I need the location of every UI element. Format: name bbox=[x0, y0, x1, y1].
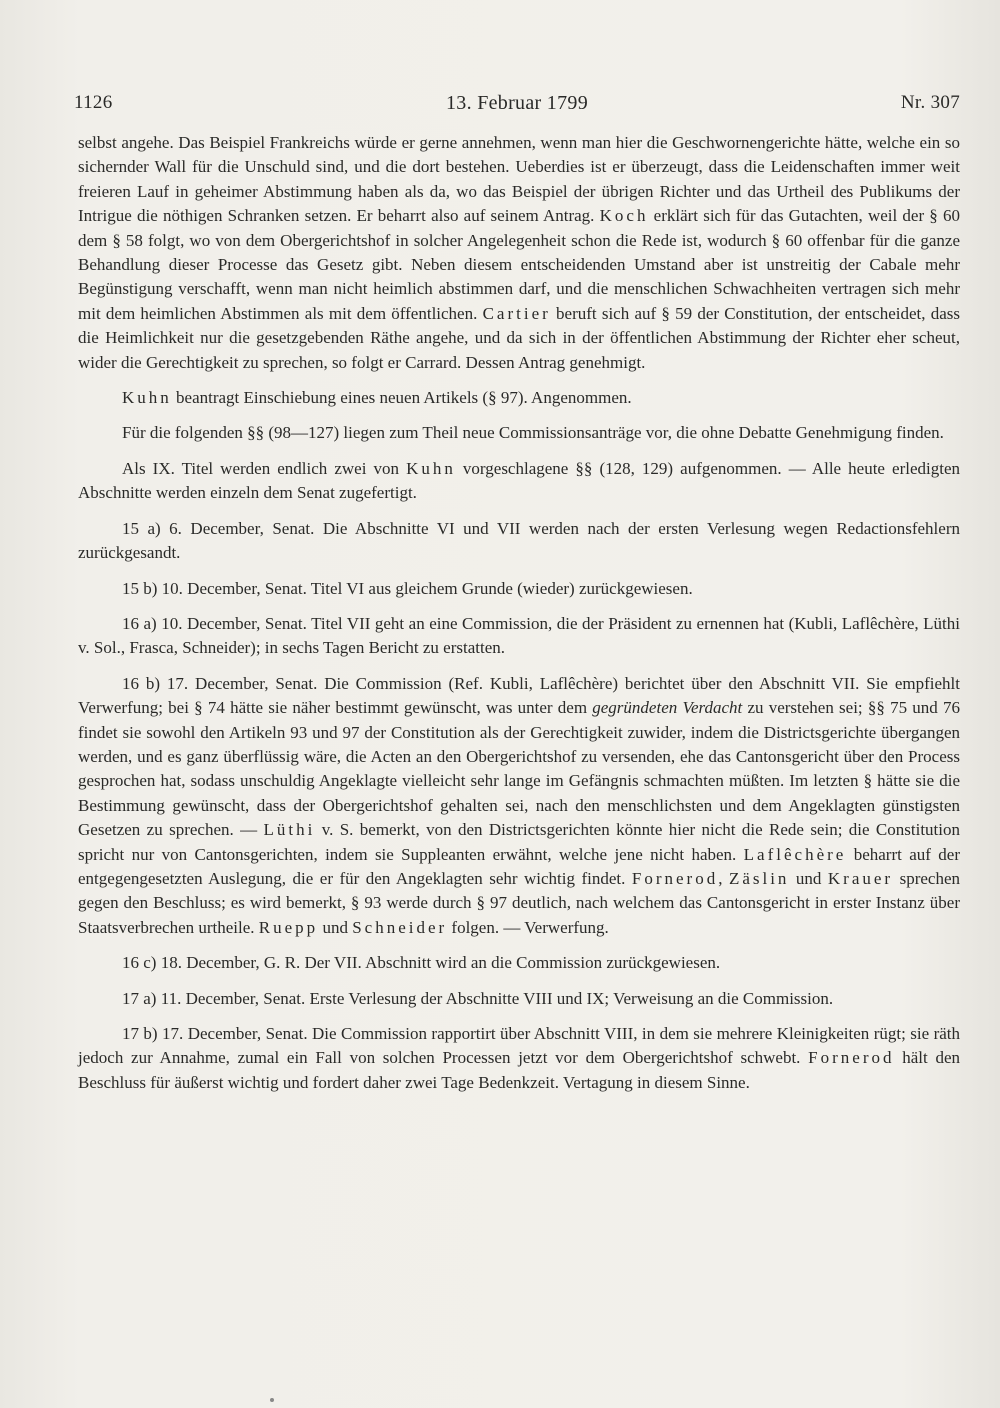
spaced-name: Lüthi bbox=[263, 820, 316, 840]
text-run: beantragt Einschiebung eines neuen Artikels (§ 97). Angenommen. bbox=[171, 388, 632, 408]
text-run: hält den Beschluss für äußerst wichtig und fordert daher zwei Tage Bedenkzeit. Vertagung in diesem Sinne. bbox=[78, 1048, 960, 1092]
spaced-name: Krauer bbox=[827, 868, 894, 888]
spaced-name: Laflêchère bbox=[743, 844, 847, 864]
paragraph bbox=[78, 421, 960, 445]
text-run: und bbox=[318, 917, 353, 937]
text-run: Für die folgenden §§ (98—127) liegen zum Theil neue Commissionsanträge vor, die ohne Debatte Genehmigung finden. bbox=[122, 423, 944, 443]
spaced-name: Kuhn bbox=[122, 388, 172, 408]
text-run: und bbox=[789, 868, 828, 888]
text-run: 17 b) 17. December, Senat. Die Commission rapportirt über Abschnitt VIII, in dem sie mehrere Kleinigkeiten rügt; sie räth jedoch zur Annahme, zumal ein Fall von solchen Processen jetzt vor dem Obergerichtshof schwebt. bbox=[78, 1024, 960, 1068]
paragraph bbox=[78, 131, 960, 375]
scan-speck bbox=[270, 1398, 274, 1402]
text-run: 16 c) 18. December, G. R. Der VII. Abschnitt wird an die Commission zurückgewiesen. bbox=[122, 953, 721, 973]
document-number: Nr. 307 bbox=[900, 92, 960, 113]
text-run: folgen. — Verwerfung. bbox=[447, 917, 609, 937]
paragraph bbox=[78, 672, 960, 940]
text-run: vorgeschlagene §§ (128, 129) aufgenommen. — Alle heute erledigten Abschnitte werden einzeln dem Senat zugefertigt. bbox=[78, 458, 960, 503]
text-run: v. S. bemerkt, von den Districtsgerichten könnte hier nicht die Rede sein; die Constitution spricht nur von Cantonsgerichten, indem sie Suppleanten erwähnt, welche jene nicht haben. bbox=[78, 820, 960, 864]
text-run: 16 a) 10. December, Senat. Titel VII geht an eine Commission, die der Präsident zu ernennen hat (Kubli, Laflêchère, Lüthi v. Sol., Frasca, Schneider); in sechs Tagen Bericht zu erstatten. bbox=[78, 613, 960, 658]
spaced-name: Zäslin bbox=[728, 868, 790, 888]
spaced-name: Ruepp bbox=[258, 917, 319, 937]
paragraph bbox=[78, 1022, 960, 1095]
paragraph bbox=[78, 987, 960, 1011]
text-run: , bbox=[718, 868, 729, 888]
paragraph bbox=[78, 951, 960, 975]
spaced-name: Fornerod bbox=[631, 868, 719, 888]
spaced-name: Fornerod bbox=[808, 1048, 895, 1068]
spaced-name: Cartier bbox=[482, 303, 551, 323]
paragraph bbox=[78, 577, 960, 601]
paragraph bbox=[78, 457, 960, 506]
text-run: 15 b) 10. December, Senat. Titel VI aus gleichem Grunde (wieder) zurückgewiesen. bbox=[122, 578, 693, 598]
emphasis-text: gegründeten Verdacht bbox=[592, 698, 743, 718]
spaced-name: Schneider bbox=[352, 917, 448, 937]
text-run: 16 b) 17. December, Senat. Die Commission (Ref. Kubli, Laflêchère) berichtet über den Abschnitt VII. Sie empfiehlt Verwerfung; bei § 74 hätte sie näher bestimmt gewünscht, was unter dem bbox=[78, 673, 960, 718]
spaced-name: Kuhn bbox=[406, 458, 456, 478]
text-run: selbst angehe. Das Beispiel Frankreichs würde er gerne annehmen, wenn man hier die Geschwornengerichte hätte, welche ein so sichernder Wall für die Unschuld sind, und die dort bestehen. Ueberdies ist er überzeugt, dass die Leidenschaften immer weit freieren Lauf in geheimer Abstimmung haben als da, wo das Beispiel der übrigen Richter und das Urtheil des Publikums der Intrigue die nöthigen Schranken setzen. Er beharrt also auf seinem Antrag. bbox=[78, 133, 960, 226]
text-run: zu verstehen sei; §§ 75 und 76 findet sie sowohl den Artikeln 93 und 97 der Constitution als der Gerechtigkeit zuwider, indem die Districtsgerichte übergangen werden, und es ganz überflüssig wäre, die Acten an den Obergerichtshof zu versenden, ehe das Cantonsgericht über den Process gesprochen hat, sodass unschuldig Angeklagte vielleicht sehr lange im Gefängnis schmachten müßten. Im letzten § hätte sie die Bestimmung gewünscht, dass der Obergerichtshof gehalten sei, nach den menschlichsten und dem Angeklagten günstigsten Gesetzen zu sprechen. — bbox=[78, 698, 960, 840]
text-run: Als IX. Titel werden endlich zwei von bbox=[122, 458, 407, 478]
running-head bbox=[74, 92, 960, 122]
text-run: erklärt sich für das Gutachten, weil der § 60 dem § 58 folgt, wo von dem Obergerichtshof in solcher Angelegenheit schon die Rede ist, wodurch § 60 offenbar für die ganze Behandlung dieser Processe das Gesetz gibt. Neben diesem entscheidenden Umstand aber ist unstreitig der Cabale mehr Begünstigung verschafft, wenn man nicht heimlich abstimmen darf, und die menschlichen Schwachheiten vertragen sich mehr mit dem heimlichen Abstimmen als mit dem öffentlichen. bbox=[78, 206, 961, 323]
text-run: 15 a) 6. December, Senat. Die Abschnitte VI und VII werden nach der ersten Verlesung wegen Redactionsfehlern zurückgesandt. bbox=[78, 518, 960, 563]
paragraph bbox=[78, 517, 960, 566]
text-run: sprechen gegen den Beschluss; es wird bemerkt, § 93 werde durch § 97 deutlich, nach welchem das Cantonsgericht in erster Instanz über Staatsverbrechen urtheile. bbox=[78, 868, 961, 937]
header-date: 13. Februar 1799 bbox=[446, 92, 588, 114]
text-run: 17 a) 11. December, Senat. Erste Verlesung der Abschnitte VIII und IX; Verweisung an die Commission. bbox=[122, 988, 834, 1008]
body-text bbox=[78, 131, 960, 1095]
text-run: beharrt auf der entgegengesetzten Auslegung, die er für den Angeklagten sehr wichtig findet. bbox=[78, 844, 960, 888]
paragraph bbox=[78, 386, 960, 410]
text-run: beruft sich auf § 59 der Constitution, der entscheidet, dass die Heimlichkeit nur die gesetzgebenden Räthe angehe, und da sich in der öffentlichen Abstimmung der Richter eher scheut, wider die Gerechtigkeit zu sprechen, so folgt er Carrard. Dessen Antrag genehmigt. bbox=[78, 303, 960, 372]
page-number: 1126 bbox=[74, 92, 113, 113]
spaced-name: Koch bbox=[599, 206, 649, 226]
paragraph bbox=[78, 612, 960, 661]
